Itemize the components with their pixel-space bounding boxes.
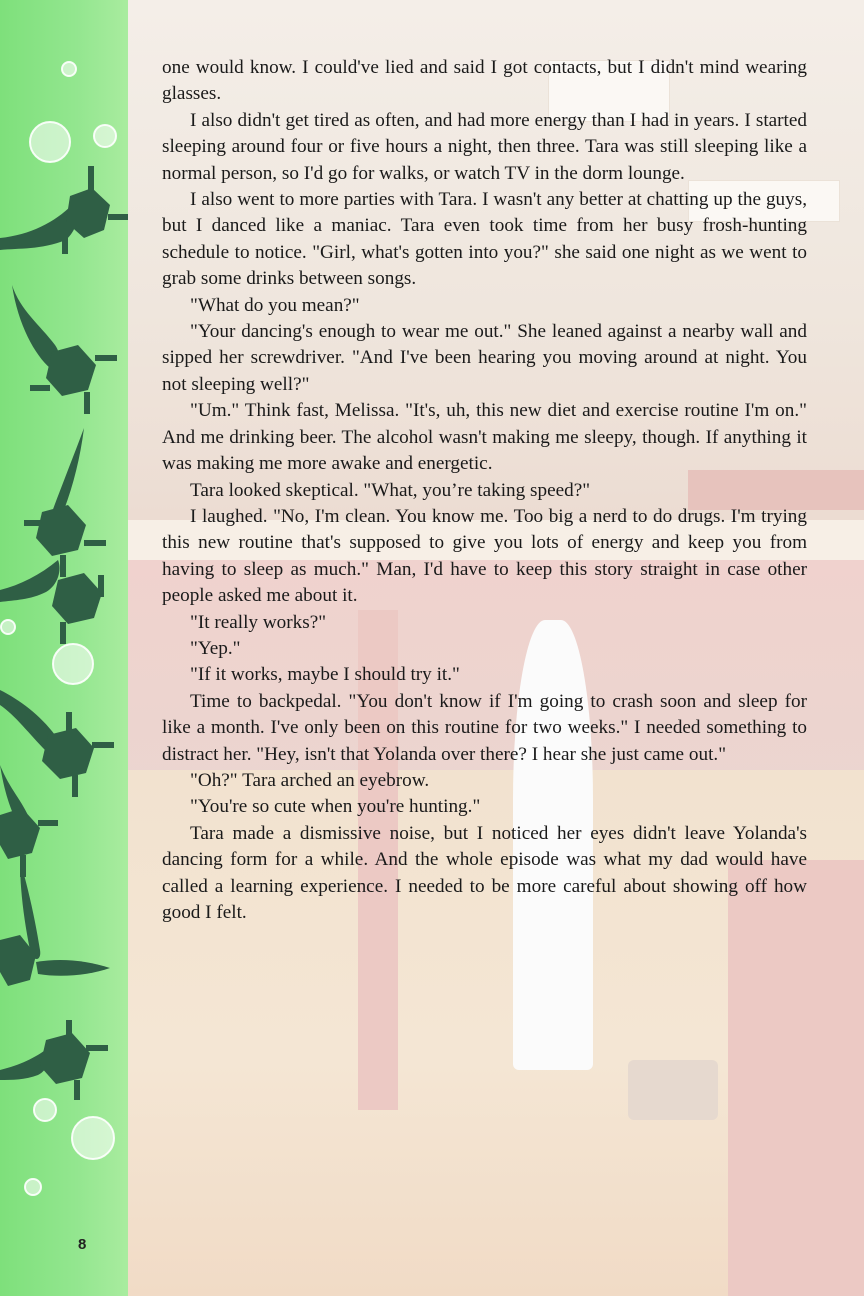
page-number: 8 — [78, 1236, 87, 1253]
paragraph: "Oh?" Tara arched an eyebrow. — [190, 769, 430, 791]
creature-icon — [0, 860, 110, 986]
bubble-icon — [1, 620, 15, 634]
paragraph: "You're so cute when you're hunting." — [190, 796, 481, 818]
creature-pattern — [0, 0, 128, 1296]
story-text — [162, 55, 807, 926]
creature-icon — [24, 428, 106, 577]
paragraph: "Yep." — [190, 637, 241, 659]
paragraph: "It really works?" — [190, 611, 327, 633]
paragraph: "If it works, maybe I should try it." — [190, 664, 460, 686]
paragraph: I laughed. "No, I'm clean. You know me. Too big a nerd to do drugs. I'm trying this new routine that's supposed to give you lots of energy and keep you from having to sleep as much." Man, I'd have to keep this story straight in case other people asked me about it. — [162, 505, 807, 607]
paragraph: "What do you mean?" — [190, 294, 360, 316]
paragraph: one would know. I could've lied and said I got contacts, but I didn't mind wearing glasses. — [162, 57, 807, 105]
creature-icon — [12, 285, 117, 414]
creature-icon — [0, 560, 104, 644]
paragraph: I also went to more parties with Tara. I wasn't any better at chatting up the guys, but I danced like a maniac. Tara even took time from her busy frosh-hunting schedule to notice. "Girl, what's gotten into you?" she said one night as we went to grab some drinks between songs. — [162, 189, 807, 290]
creature-icon — [0, 765, 58, 877]
paragraph: Time to backpedal. "You don't know if I'm going to crash soon and sleep for like a month. I've only been on this routine for two weeks." I needed something to distract her. "Hey, isn't that Yolanda over there? I hear she just came out." — [162, 690, 807, 765]
bubble-icon — [62, 62, 76, 76]
paragraph: "Um." Think fast, Melissa. "It's, uh, this new diet and exercise routine I'm on." And me drinking beer. The alcohol wasn't making me sleepy, though. If anything it was making me more awake and energetic. — [162, 400, 807, 475]
background-chair — [628, 1060, 718, 1120]
bubble-icon — [72, 1117, 114, 1159]
creature-icon — [0, 1020, 108, 1100]
bubble-icon — [34, 1099, 56, 1121]
paragraph: Tara made a dismissive noise, but I noticed her eyes didn't leave Yolanda's dancing form for a while. And the whole episode was what my dad would have called a learning experience. I needed to be more careful about showing off how good I felt. — [162, 822, 807, 923]
side-decoration-strip — [0, 0, 128, 1296]
bubble-icon — [30, 122, 70, 162]
creature-icon — [0, 690, 114, 797]
bubble-icon — [53, 644, 93, 684]
bubble-icon — [94, 125, 116, 147]
paragraph: I also didn't get tired as often, and had more energy than I had in years. I started sleeping around four or five hours a night, then three. Tara was still sleeping like a normal person, so I'd go for walks, or watch TV in the dorm lounge. — [162, 109, 807, 184]
creature-icon — [0, 166, 128, 254]
paragraph: Tara looked skeptical. "What, you’re taking speed?" — [190, 479, 591, 501]
paragraph: "Your dancing's enough to wear me out." She leaned against a nearby wall and sipped her screwdriver. "And I've been hearing you moving around at night. You not sleeping well?" — [162, 321, 807, 395]
bubble-icon — [25, 1179, 41, 1195]
